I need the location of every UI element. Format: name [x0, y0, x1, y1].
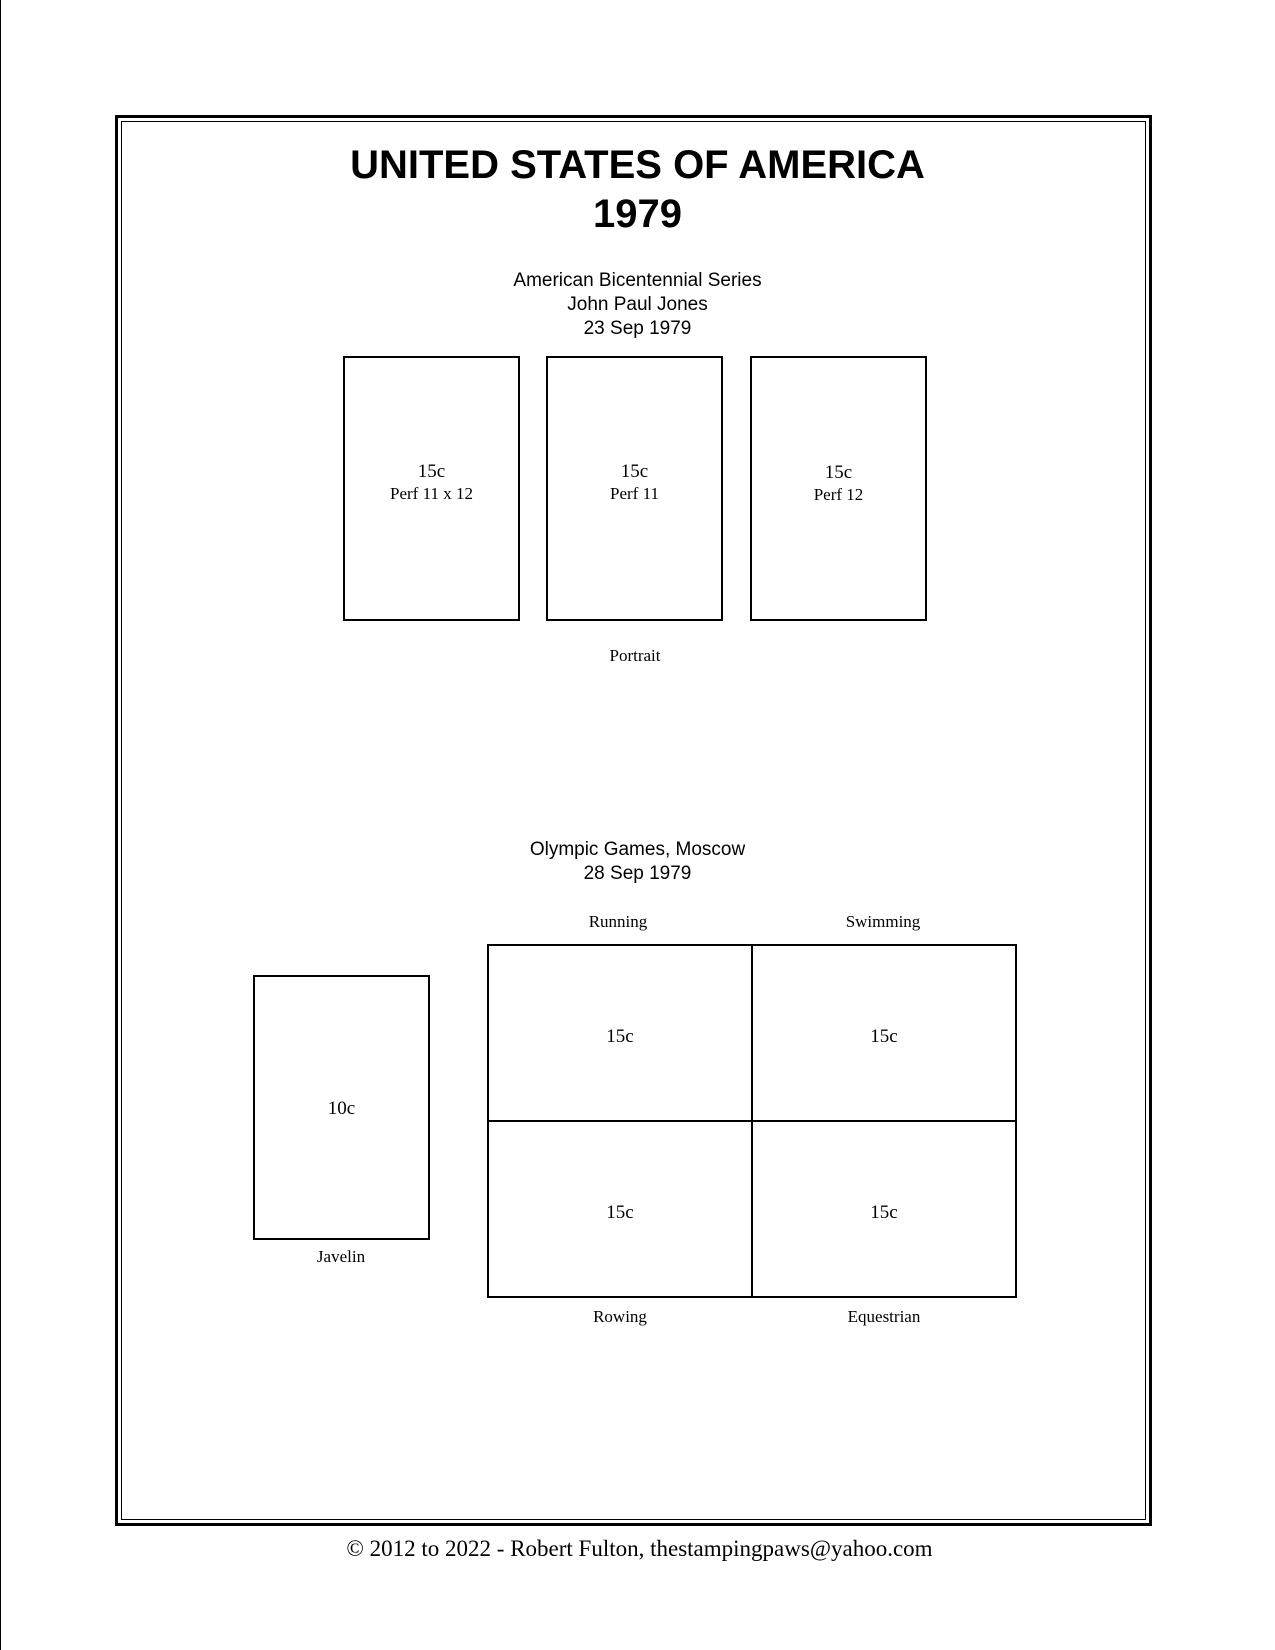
stamp-value: 15c: [606, 1026, 634, 1047]
series-subject: John Paul Jones: [567, 294, 708, 315]
stamp-label-rowing: Rowing: [593, 1307, 647, 1326]
stamp-value: 15c: [870, 1202, 898, 1223]
olympic-title: Olympic Games, Moscow: [529, 839, 746, 860]
stamp-perf: Perf 11: [610, 484, 659, 503]
page-title: UNITED STATES OF AMERICA: [350, 143, 925, 187]
stamp-value: 15c: [417, 461, 446, 482]
stamp-value: 15c: [620, 461, 649, 482]
stamp-space-javelin: [253, 975, 430, 1240]
stamp-value: 15c: [606, 1202, 634, 1223]
stamp-space: [750, 356, 927, 621]
stamp-label-equestrian: Equestrian: [847, 1307, 921, 1326]
stamp-space: [546, 356, 723, 621]
stamp-space-running: [487, 944, 753, 1122]
footer-copyright: © 2012 to 2022 - Robert Fulton, thestampingpaws@yahoo.com: [346, 1536, 933, 1561]
series-name: American Bicentennial Series: [513, 270, 762, 291]
stamp-perf: Perf 11 x 12: [390, 484, 473, 503]
page-edge-line: [0, 0, 1, 1650]
stamp-value: 15c: [870, 1026, 898, 1047]
stamp-space-equestrian: [751, 1120, 1017, 1298]
stamp-label-swimming: Swimming: [845, 912, 921, 931]
page-year: 1979: [593, 192, 682, 236]
stamp-label-javelin: Javelin: [316, 1247, 366, 1266]
stamp-value: 10c: [327, 1098, 356, 1119]
olympic-date: 28 Sep 1979: [583, 863, 692, 884]
stamp-value: 15c: [824, 462, 853, 483]
stamp-space-rowing: [487, 1120, 753, 1298]
stamp-perf: Perf 12: [813, 485, 864, 504]
stamp-label-running: Running: [588, 912, 648, 931]
series-date: 23 Sep 1979: [583, 318, 692, 339]
stamp-caption: Portrait: [609, 646, 661, 665]
stamp-space-swimming: [751, 944, 1017, 1122]
stamp-space: [343, 356, 520, 621]
